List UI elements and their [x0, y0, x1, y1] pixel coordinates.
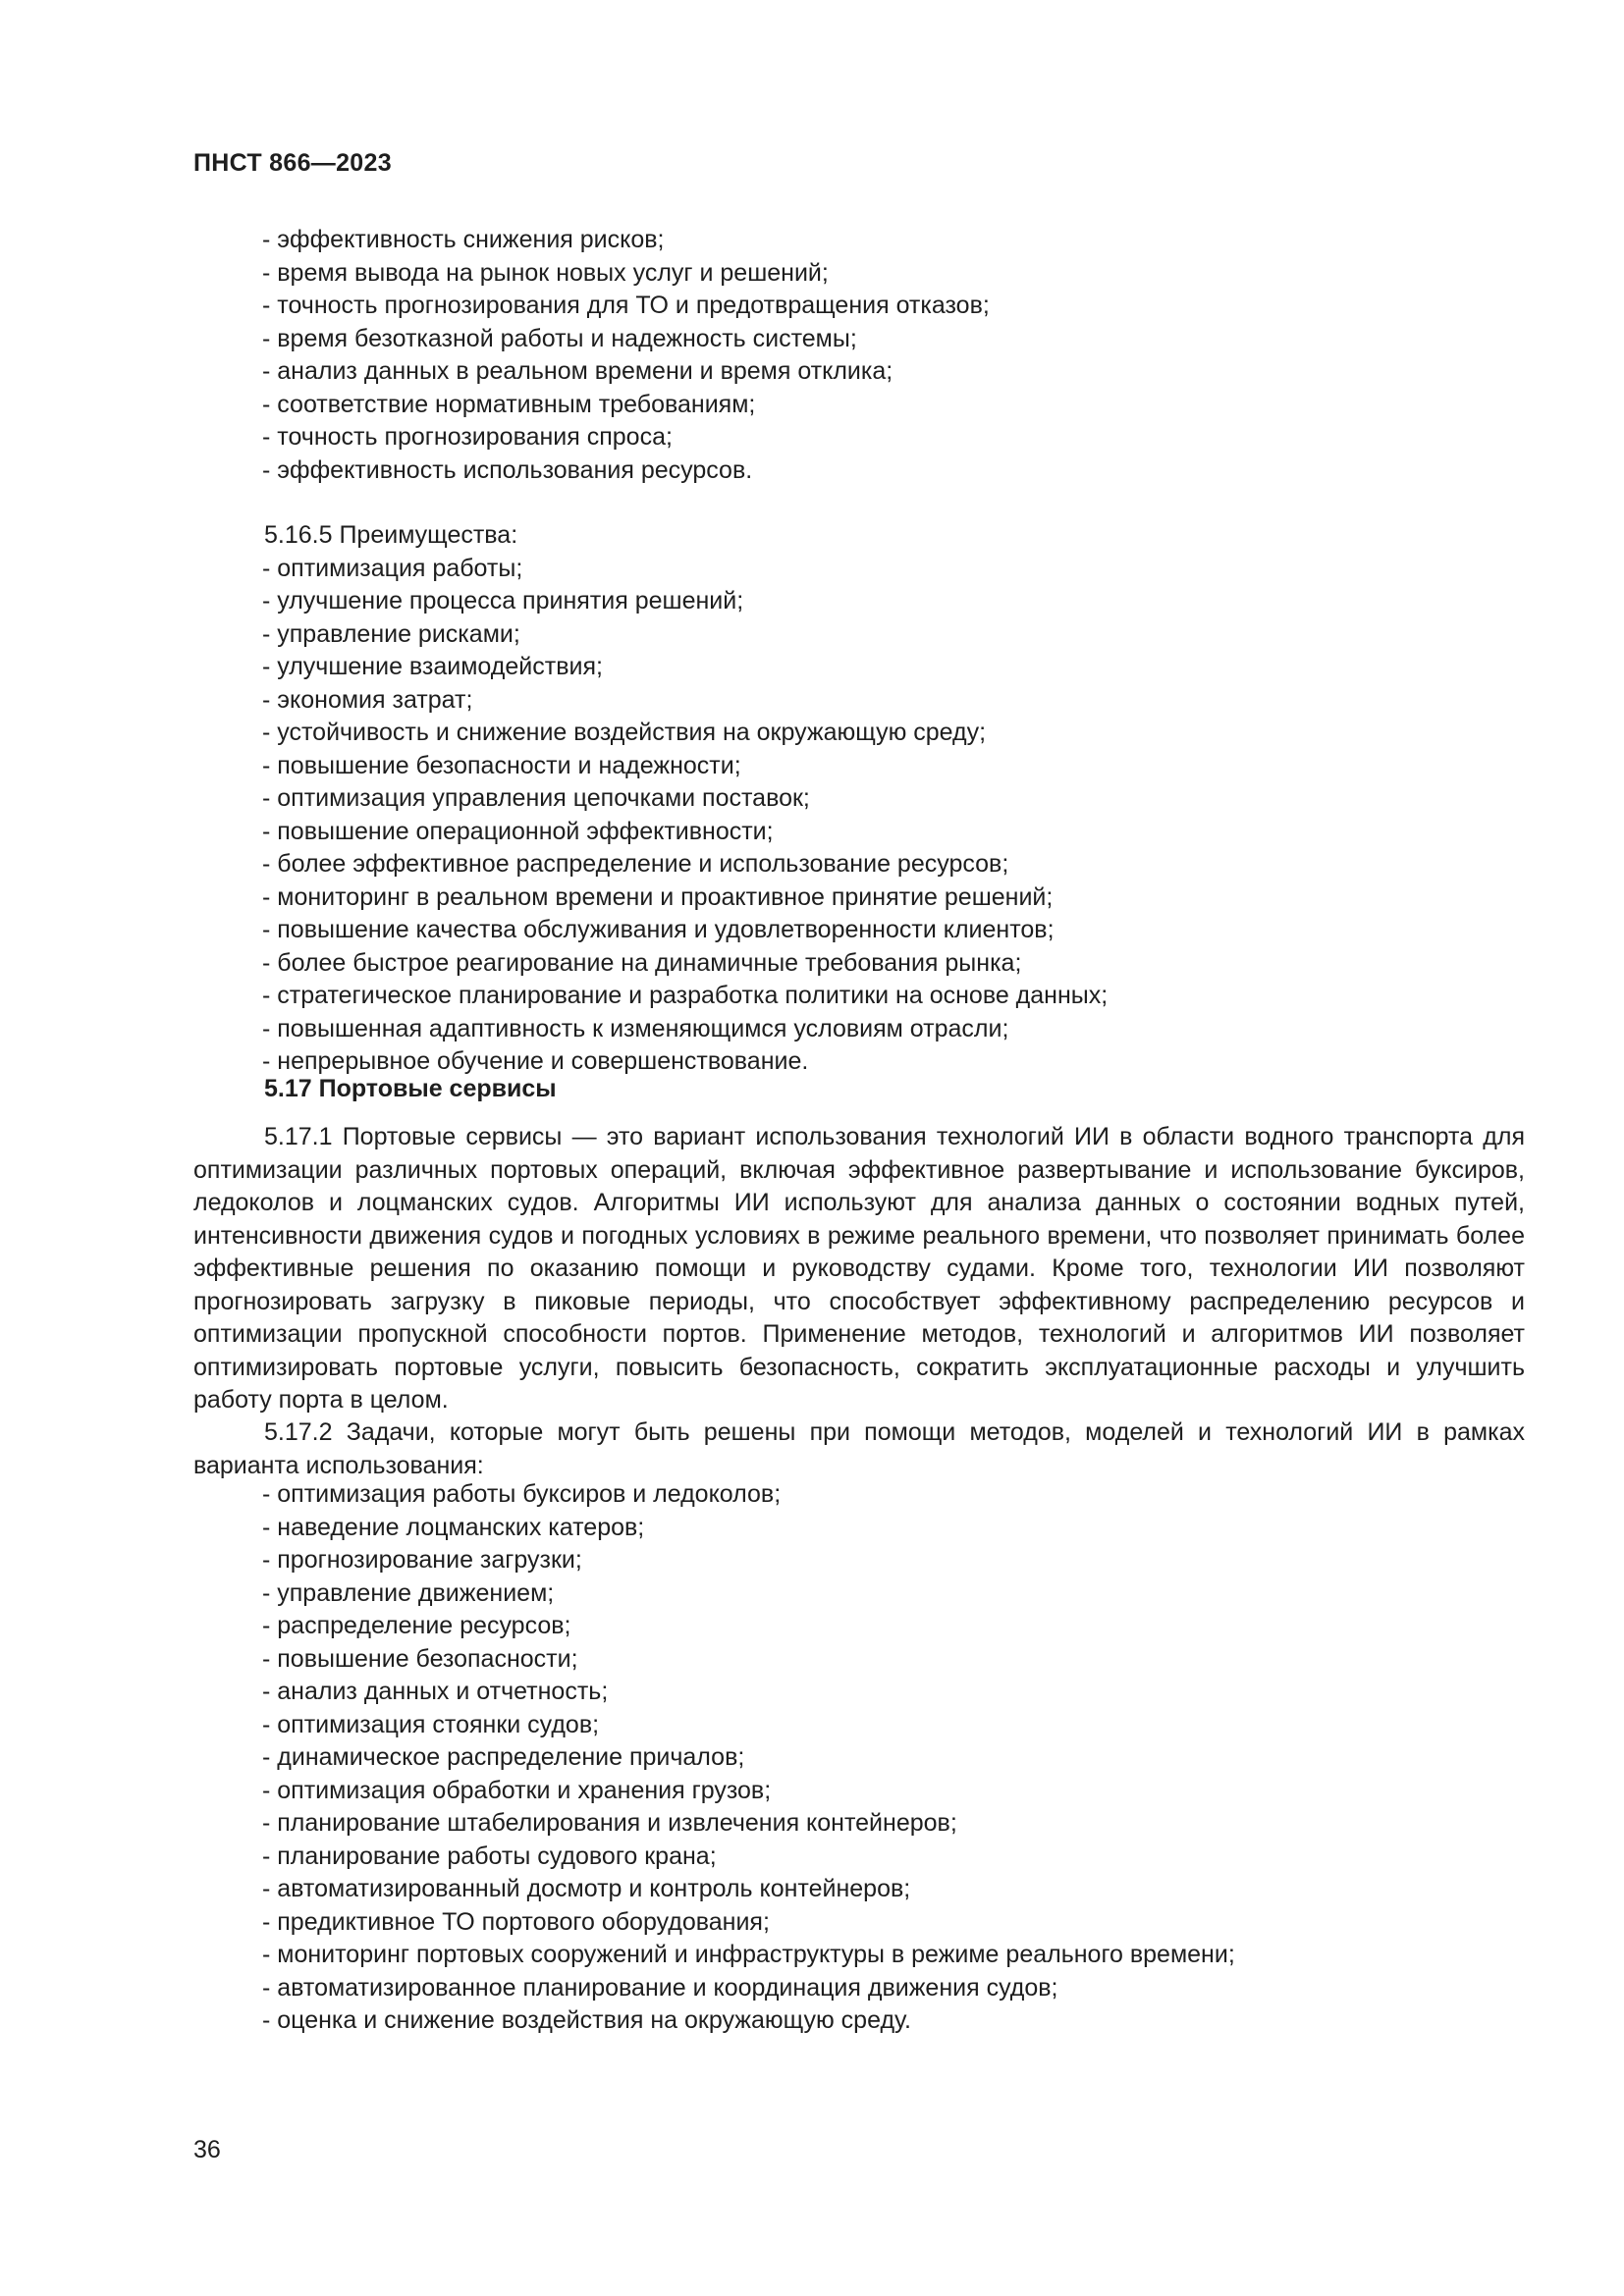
list-item: - мониторинг в реальном времени и проактивное принятие решений;: [262, 882, 1054, 911]
list-item: - оптимизация стоянки судов;: [262, 1710, 600, 1738]
list-item: - время безотказной работы и надежность системы;: [262, 324, 857, 352]
list-item: - повышение качества обслуживания и удовлетворенности клиентов;: [262, 916, 1055, 943]
list-item: - автоматизированный досмотр и контроль контейнеров;: [262, 1875, 911, 1902]
paragraph-5-17-1: 5.17.1 Портовые сервисы — это вариант использования технологий ИИ в области водного транспорта для оптимизации различных портовых операций, включая эффективное развертывание и использование буксиров, ледоколов и лоцманских судов. Алгоритмы ИИ используют для анализа данных о состоянии водных путей, интенсивности движения судов и погодных условиях в режиме реального времени, что позволяет принимать более эффективные решения по оказанию помощи и руководству судами. Кроме того, технологии ИИ позволяют прогнозировать загрузку в пиковые периоды, что способствует эффективному распределению ресурсов и оптимизации пропускной способности портов. Применение методов, технологий и алгоритмов ИИ позволяет оптимизировать портовые услуги, повысить безопасность, сократить эксплуатационные расходы и улучшить работу порта в целом.: [193, 1123, 1525, 1414]
list-item: - анализ данных в реальном времени и время отклика;: [262, 357, 893, 385]
list-item: - управление рисками;: [262, 619, 520, 648]
page-number: 36: [193, 2136, 221, 2163]
list-item: - точность прогнозирования для ТО и предотвращения отказов;: [262, 292, 990, 319]
list-item: - улучшение процесса принятия решений;: [262, 587, 744, 614]
list-item: - анализ данных и отчетность;: [262, 1678, 609, 1705]
paragraph-5-17-2: 5.17.2 Задачи, которые могут быть решены при помощи методов, моделей и технологий ИИ в рамках варианта использования:: [193, 1418, 1525, 1479]
tasks-list: [262, 1478, 1235, 2038]
list-item: - более быстрое реагирование на динамичные требования рынка;: [262, 948, 1022, 977]
list-item: - повышение операционной эффективности;: [262, 817, 774, 845]
list-item: - оптимизация управления цепочками поставок;: [262, 784, 810, 812]
list-item: - планирование работы судового крана;: [262, 1842, 717, 1870]
list-item: - более эффективное распределение и использование ресурсов;: [262, 850, 1009, 878]
list-item: - планирование штабелирования и извлечения контейнеров;: [262, 1809, 957, 1837]
list-item: - повышение безопасности;: [262, 1644, 578, 1673]
list-item: - прогнозирование загрузки;: [262, 1546, 582, 1574]
list-item: - предиктивное ТО портового оборудования;: [262, 1907, 770, 1936]
list-item: - время вывода на рынок новых услуг и решений;: [262, 258, 829, 287]
list-item: - динамическое распределение причалов;: [262, 1743, 745, 1771]
list-item: - распределение ресурсов;: [262, 1612, 571, 1639]
list-item: - автоматизированное планирование и координация движения судов;: [262, 1973, 1058, 2002]
list-item: - управление движением;: [262, 1578, 555, 1607]
list-item: - оптимизация работы буксиров и ледоколов;: [262, 1480, 782, 1508]
list-item: - эффективность использования ресурсов.: [262, 455, 753, 484]
list-item: - мониторинг портовых сооружений и инфраструктуры в режиме реального времени;: [262, 1941, 1235, 1968]
list-item: - наведение лоцманских катеров;: [262, 1513, 645, 1541]
list-item: - непрерывное обучение и совершенствование.: [262, 1047, 809, 1075]
list-item: - повышенная адаптивность к изменяющимся условиям отрасли;: [262, 1014, 1009, 1042]
list-item: - оценка и снижение воздействия на окружающую среду.: [262, 2006, 911, 2034]
list-item: - стратегическое планирование и разработка политики на основе данных;: [262, 982, 1109, 1009]
list-item: - устойчивость и снижение воздействия на окружающую среду;: [262, 719, 987, 746]
document-id-header: ПНСТ 866—2023: [193, 149, 392, 177]
list-item: - соответствие нормативным требованиям;: [262, 390, 756, 418]
list-item: - точность прогнозирования спроса;: [262, 423, 673, 451]
subsection-heading-benefits: 5.16.5 Преимущества:: [264, 521, 518, 549]
list-item: - оптимизация работы;: [262, 554, 523, 582]
list-item: - повышение безопасности и надежности;: [262, 751, 741, 779]
benefits-list: [262, 519, 1108, 1079]
metrics-list: [262, 224, 990, 487]
list-item: - эффективность снижения рисков;: [262, 226, 665, 253]
list-item: - оптимизация обработки и хранения грузов;: [262, 1776, 772, 1804]
section-title: 5.17 Портовые сервисы: [264, 1075, 557, 1102]
list-item: - улучшение взаимодействия;: [262, 653, 603, 680]
list-item: - экономия затрат;: [262, 685, 473, 714]
